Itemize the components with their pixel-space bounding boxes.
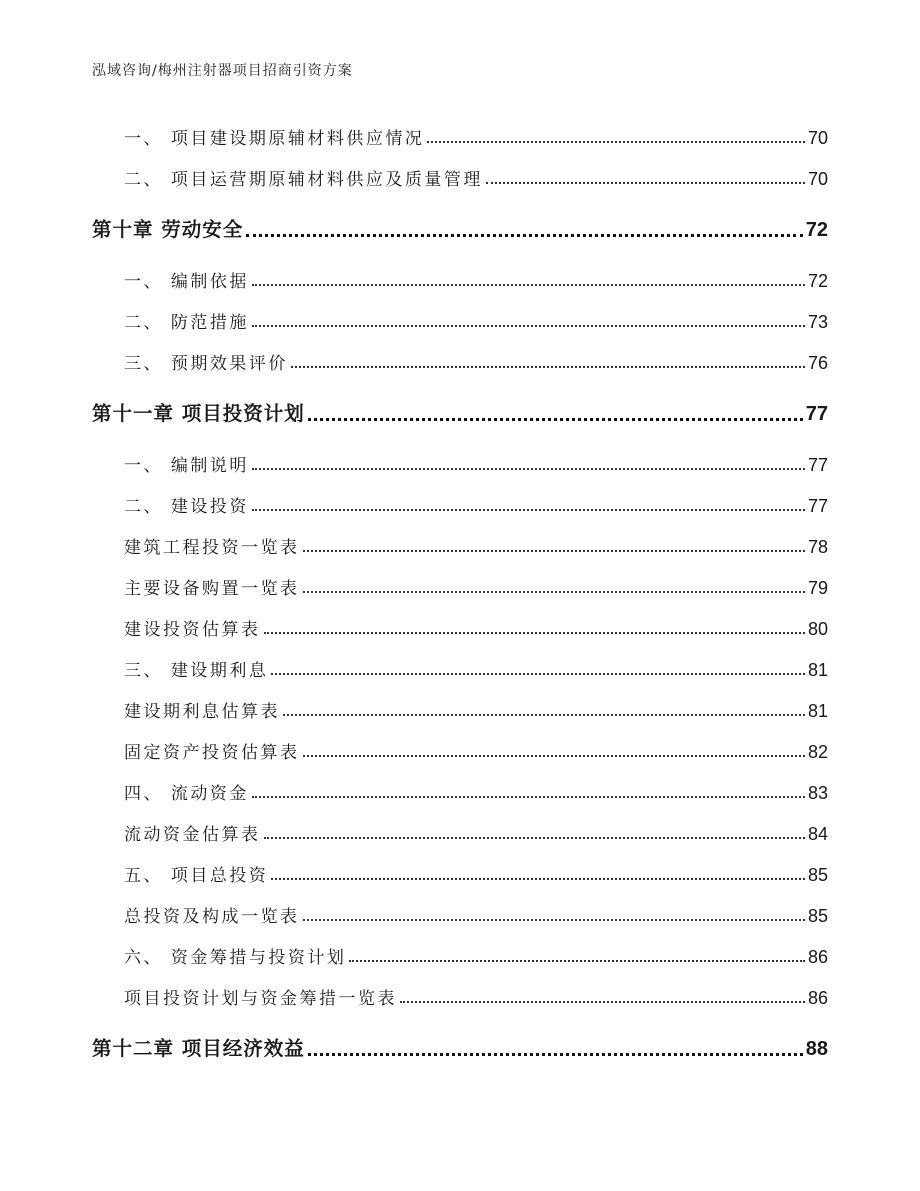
dot-leader	[303, 919, 805, 921]
dot-leader	[291, 366, 805, 368]
toc-entry[interactable]	[124, 349, 828, 374]
toc-page-number: 82	[807, 742, 828, 762]
toc-page-number: 79	[807, 578, 828, 598]
toc-page-number: 85	[807, 865, 828, 885]
toc-chapter-entry[interactable]	[92, 398, 828, 426]
toc-entry[interactable]	[124, 656, 828, 681]
toc-entry[interactable]	[124, 697, 828, 722]
dot-leader	[252, 284, 805, 286]
toc-entry-title: 五、 项目总投资	[124, 866, 269, 886]
dot-leader	[271, 878, 805, 880]
toc-entry-title: 三、 建设期利息	[124, 661, 269, 681]
toc-entry[interactable]	[124, 738, 828, 763]
toc-page-number: 88	[805, 1038, 828, 1060]
toc-entry-title: 一、 编制说明	[124, 456, 249, 476]
dot-leader	[400, 1001, 805, 1003]
dot-leader	[308, 418, 803, 421]
toc-entry[interactable]	[124, 574, 828, 599]
toc-page-number: 72	[807, 271, 828, 291]
dot-leader	[427, 141, 805, 143]
toc-page-number: 72	[805, 219, 828, 241]
toc-page-number: 86	[807, 947, 828, 967]
dot-leader	[246, 234, 802, 237]
toc-entry[interactable]	[124, 779, 828, 804]
toc-entry-title: 一、 项目建设期原辅材料供应情况	[124, 129, 425, 149]
toc-entry-title: 主要设备购置一览表	[124, 579, 300, 599]
toc-page-number: 77	[805, 403, 828, 425]
toc-page-number: 80	[807, 619, 828, 639]
toc-entry-title: 建筑工程投资一览表	[124, 538, 300, 558]
dot-leader	[252, 796, 805, 798]
dot-leader	[303, 550, 805, 552]
toc-entry-title: 总投资及构成一览表	[124, 907, 300, 927]
toc-entry[interactable]	[124, 984, 828, 1009]
toc-entry[interactable]	[124, 165, 828, 190]
toc-chapter-entry[interactable]	[92, 214, 828, 242]
toc-page-number: 81	[807, 660, 828, 680]
dot-leader	[271, 673, 805, 675]
toc-entry[interactable]	[124, 451, 828, 476]
toc-entry[interactable]	[124, 943, 828, 968]
toc-entry[interactable]	[124, 124, 828, 149]
toc-entry[interactable]	[124, 820, 828, 845]
toc-page-number: 70	[807, 128, 828, 148]
toc-entry-title: 二、 防范措施	[124, 313, 249, 333]
toc-entry[interactable]	[124, 308, 828, 333]
toc-entry[interactable]	[124, 492, 828, 517]
toc-entry[interactable]	[124, 615, 828, 640]
toc-entry-title: 二、 建设投资	[124, 497, 249, 517]
toc-page-number: 76	[807, 353, 828, 373]
running-header: 泓域咨询/梅州注射器项目招商引资方案	[92, 63, 353, 79]
dot-leader	[264, 632, 805, 634]
dot-leader	[264, 837, 805, 839]
toc-entry-title: 建设期利息估算表	[124, 702, 280, 722]
toc-entry-title: 建设投资估算表	[124, 620, 261, 640]
toc-entry[interactable]	[124, 902, 828, 927]
dot-leader	[283, 714, 805, 716]
toc-page-number: 77	[807, 496, 828, 516]
toc-entry-title: 三、 预期效果评价	[124, 354, 288, 374]
dot-leader	[486, 182, 805, 184]
toc-page-number: 78	[807, 537, 828, 557]
dot-leader	[308, 1053, 803, 1056]
toc-entry-title: 二、 项目运营期原辅材料供应及质量管理	[124, 170, 483, 190]
dot-leader	[252, 509, 805, 511]
toc-page-number: 77	[807, 455, 828, 475]
toc-entry[interactable]	[124, 533, 828, 558]
toc-entry-title: 一、 编制依据	[124, 272, 249, 292]
toc-entry-title: 第十章 劳动安全	[92, 218, 244, 241]
toc-entry-title: 六、 资金筹措与投资计划	[124, 948, 347, 968]
dot-leader	[252, 468, 805, 470]
dot-leader	[303, 591, 805, 593]
toc-page-number: 84	[807, 824, 828, 844]
dot-leader	[349, 960, 805, 962]
toc-page-number: 83	[807, 783, 828, 803]
toc-entry-title: 固定资产投资估算表	[124, 743, 300, 763]
toc-entry-title: 四、 流动资金	[124, 784, 249, 804]
toc-page-number: 86	[807, 988, 828, 1008]
dot-leader	[252, 325, 805, 327]
toc-page-number: 85	[807, 906, 828, 926]
toc-page-number: 73	[807, 312, 828, 332]
toc-entry-title: 第十一章 项目投资计划	[92, 402, 305, 425]
toc-chapter-entry[interactable]	[92, 1033, 828, 1061]
toc-entry-title: 流动资金估算表	[124, 825, 261, 845]
toc-entry-title: 项目投资计划与资金筹措一览表	[124, 989, 397, 1009]
toc-page-number: 70	[807, 169, 828, 189]
toc-entry-title: 第十二章 项目经济效益	[92, 1037, 305, 1060]
toc-entry[interactable]	[124, 861, 828, 886]
dot-leader	[303, 755, 805, 757]
toc-entry[interactable]	[124, 267, 828, 292]
toc-page-number: 81	[807, 701, 828, 721]
